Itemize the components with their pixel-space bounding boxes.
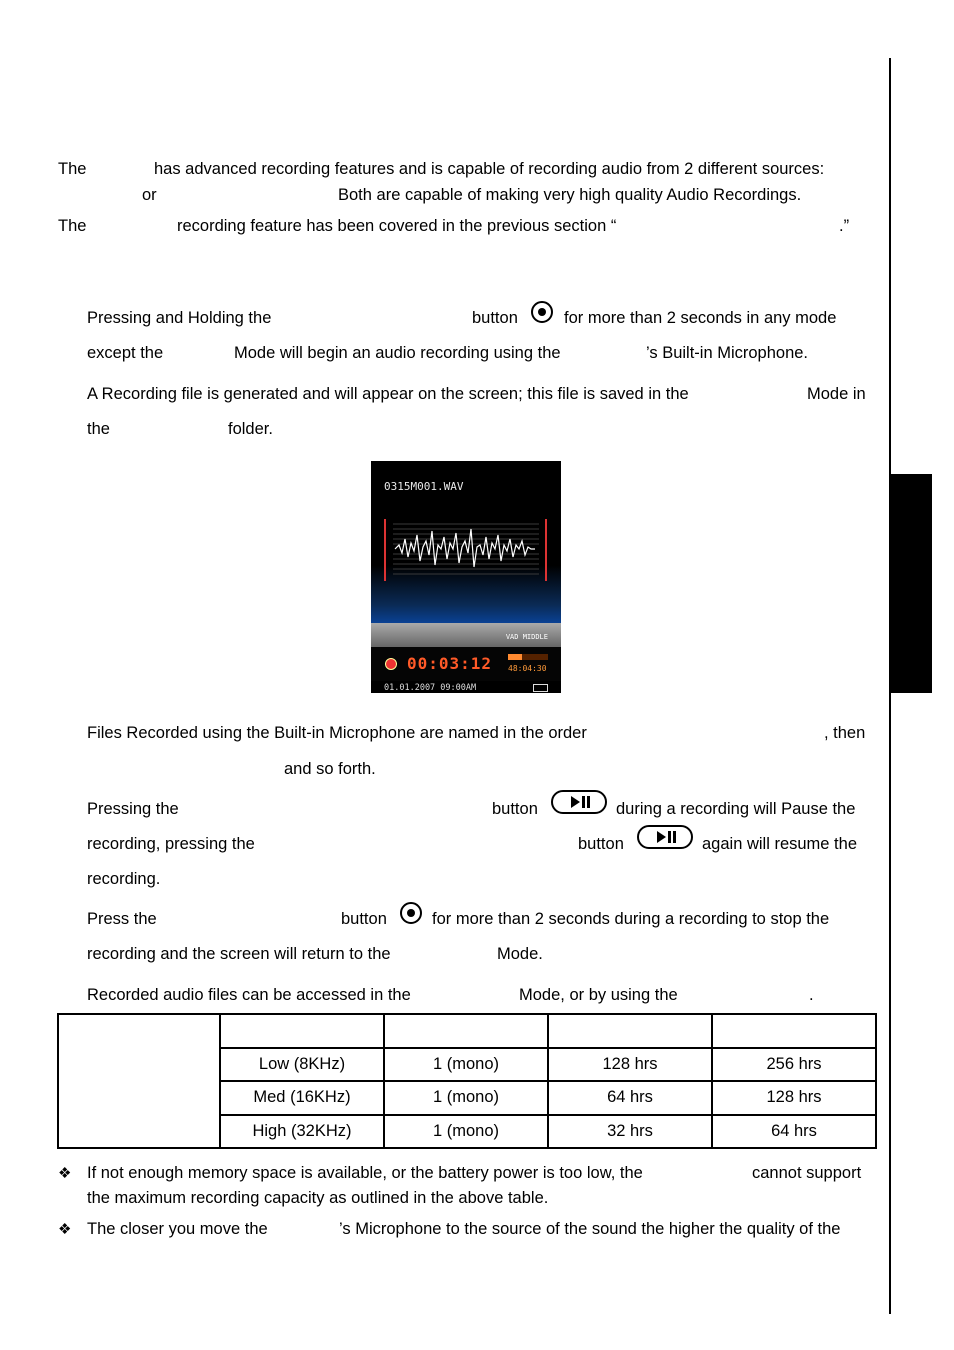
intro-line3-a: The <box>58 217 87 235</box>
screen-filename: 0315M001.WAV <box>384 480 464 493</box>
intro-line2-a: or <box>142 186 157 204</box>
note2-b: ’s Microphone to the source of the sound the higher the quality of the <box>339 1220 841 1238</box>
screen-date: 01.01.2007 09:00AM <box>384 683 477 693</box>
play-pause-button-icon <box>551 790 607 814</box>
table-cell: 32 hrs <box>548 1115 712 1149</box>
p1-a: Pressing and Holding the <box>87 309 272 327</box>
p2-b: Mode in <box>807 385 866 403</box>
p2-d: folder. <box>228 420 273 438</box>
p5-c: for more than 2 seconds during a recording to stop the <box>432 910 830 928</box>
intro-line1-b: has advanced recording features and is capable of recording audio from 2 different sources: <box>154 160 825 178</box>
p3-b: , then <box>824 724 866 742</box>
p5-a: Press the <box>87 910 157 928</box>
note1-c: the maximum recording capacity as outlined in the above table. <box>87 1189 549 1207</box>
table-header-cell <box>384 1014 548 1048</box>
table-cell: 64 hrs <box>712 1115 876 1149</box>
table-header-cell <box>712 1014 876 1048</box>
p3-a: Files Recorded using the Built-in Microphone are named in the order <box>87 724 587 742</box>
table-cell: 128 hrs <box>548 1048 712 1082</box>
play-pause-button-icon-2 <box>637 825 693 849</box>
p4-e: button <box>578 835 624 853</box>
screen-info: VAD MIDDLE <box>505 633 548 641</box>
p4-a: Pressing the <box>87 800 179 818</box>
table-cell: Low (8KHz) <box>220 1048 384 1082</box>
table-cell: 1 (mono) <box>384 1081 548 1115</box>
table-cell: 1 (mono) <box>384 1115 548 1149</box>
table-cell: Med (16KHz) <box>220 1081 384 1115</box>
p6-b: Mode, or by using the <box>519 986 678 1004</box>
screen-counter: 00:03:12 <box>407 654 493 673</box>
table-row-header-cell <box>58 1014 220 1148</box>
note2-a: The closer you move the <box>87 1220 268 1238</box>
p4-d: recording, pressing the <box>87 835 255 853</box>
table-cell: 256 hrs <box>712 1048 876 1082</box>
p2-c: the <box>87 420 110 438</box>
bullet-icon-2: ❖ <box>58 1221 72 1238</box>
joystick-button-icon <box>531 301 553 323</box>
p1-e: Mode will begin an audio recording using the <box>234 344 561 362</box>
intro-line3-c: .” <box>839 217 850 235</box>
intro-line1-a: The <box>58 160 87 178</box>
p5-e: Mode. <box>497 945 543 963</box>
section-tab <box>891 474 932 693</box>
table-cell: 128 hrs <box>712 1081 876 1115</box>
table-header-row <box>58 1014 876 1048</box>
bullet-icon: ❖ <box>58 1165 72 1182</box>
p4-g: recording. <box>87 870 161 888</box>
p1-c: for more than 2 seconds in any mode <box>564 309 837 327</box>
p4-b: button <box>492 800 538 818</box>
p5-d: recording and the screen will return to the <box>87 945 391 963</box>
screen-remaining: 48:04:30 <box>508 664 547 673</box>
p5-b: button <box>341 910 387 928</box>
table-cell: 64 hrs <box>548 1081 712 1115</box>
note1-b: cannot support <box>752 1164 862 1182</box>
intro-line3-b: recording feature has been covered in the previous section “ <box>177 217 617 235</box>
p6-c: . <box>809 986 814 1004</box>
p2-a: A Recording file is generated and will appear on the screen; this file is saved in the <box>87 385 689 403</box>
table-cell: 1 (mono) <box>384 1048 548 1082</box>
record-indicator-icon <box>385 658 397 670</box>
p4-c: during a recording will Pause the <box>616 800 856 818</box>
intro-line2-b: Both are capable of making very high quality Audio Recordings. <box>338 186 802 204</box>
p1-b: button <box>472 309 518 327</box>
recording-capacity-table <box>57 1013 877 1149</box>
remaining-bar-fill <box>508 654 522 660</box>
recording-screen-image <box>371 461 561 693</box>
p1-d: except the <box>87 344 164 362</box>
p3-c: and so forth. <box>284 760 376 778</box>
p6-a: Recorded audio files can be accessed in the <box>87 986 411 1004</box>
battery-icon <box>533 684 548 692</box>
p4-f: again will resume the <box>702 835 857 853</box>
joystick-button-icon-2 <box>400 902 422 924</box>
table-header-cell <box>220 1014 384 1048</box>
p1-f: ’s Built-in Microphone. <box>646 344 809 362</box>
table-cell: High (32KHz) <box>220 1115 384 1149</box>
note1-a: If not enough memory space is available, or the battery power is too low, the <box>87 1164 643 1182</box>
table-header-cell <box>548 1014 712 1048</box>
